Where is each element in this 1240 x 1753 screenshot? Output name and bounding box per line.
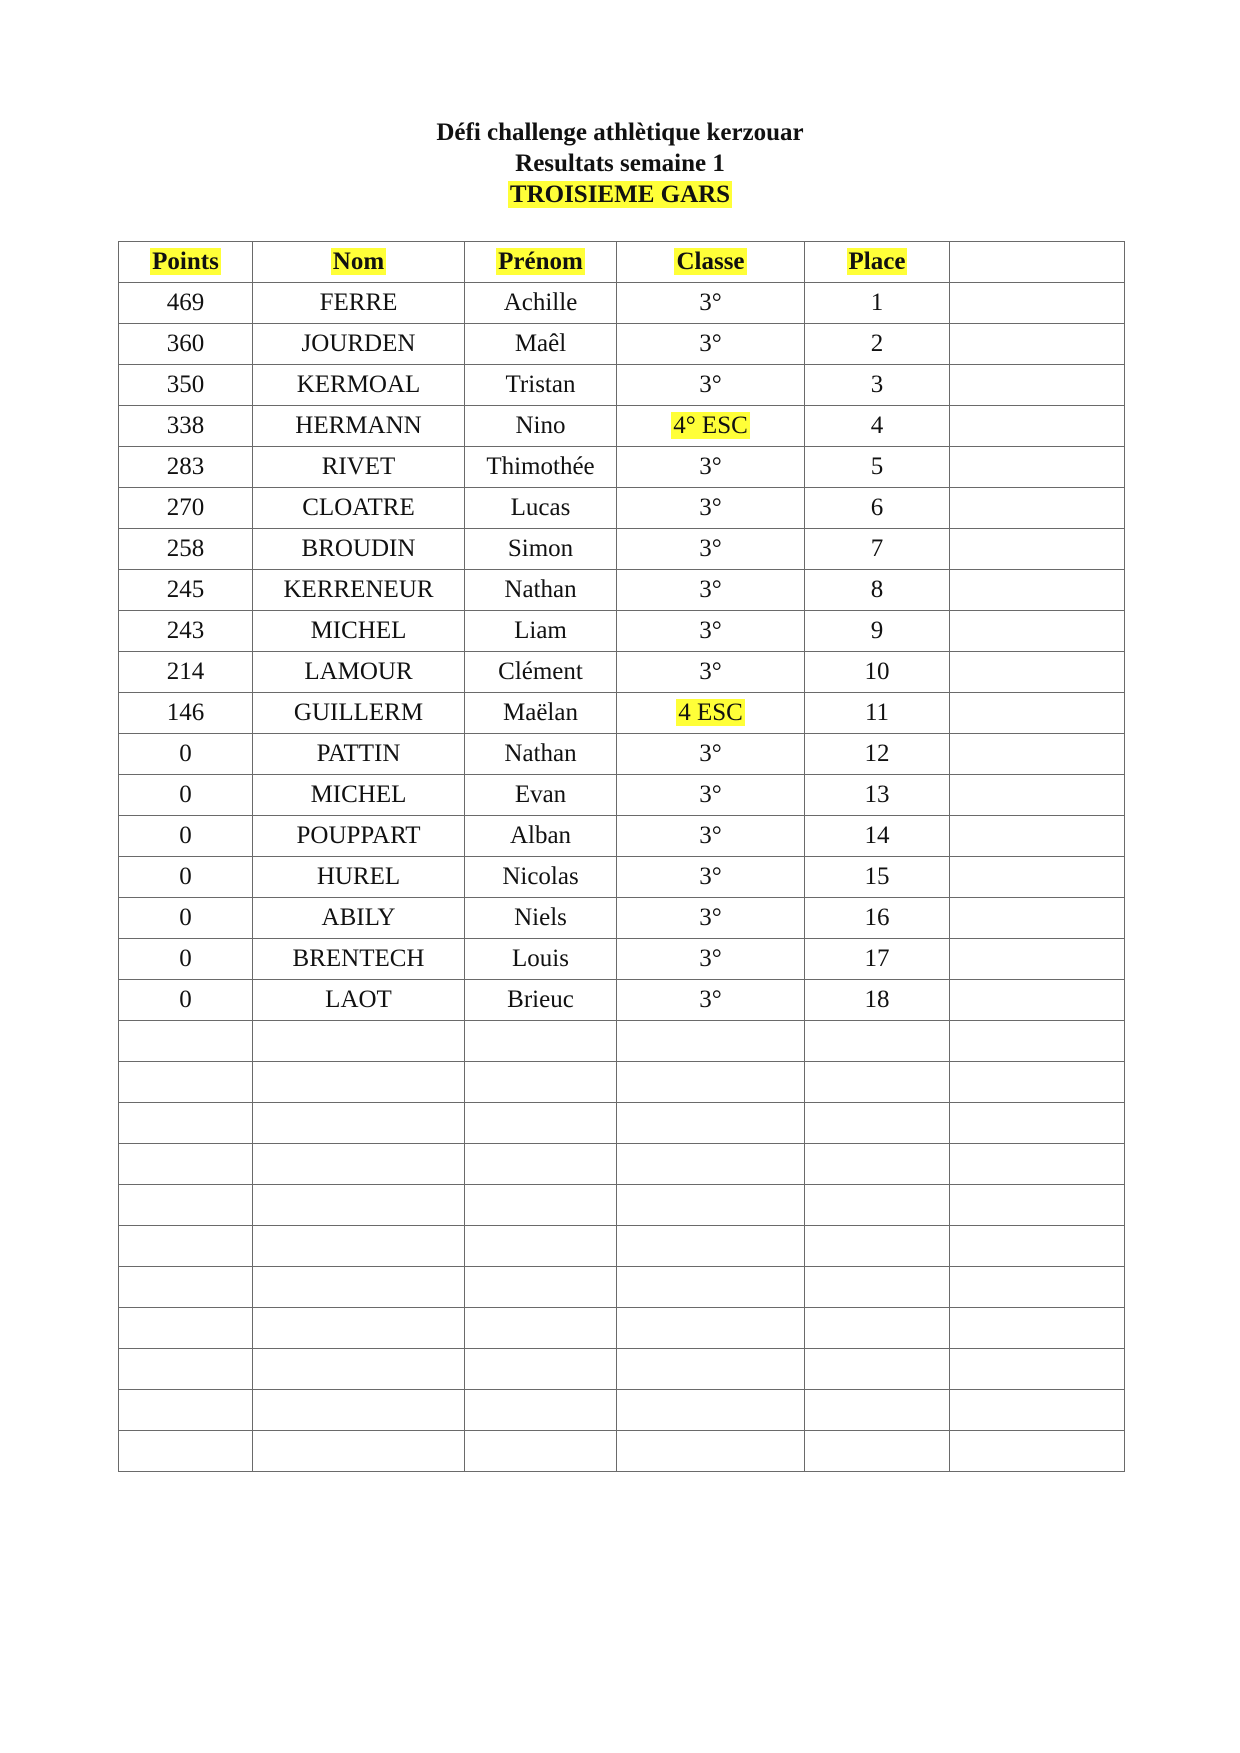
cell-classe: 3° bbox=[617, 939, 805, 980]
empty-cell bbox=[805, 1349, 950, 1390]
cell-prenom: Thimothée bbox=[465, 447, 617, 488]
empty-cell bbox=[119, 1103, 253, 1144]
empty-cell bbox=[465, 1308, 617, 1349]
table-row bbox=[119, 734, 1125, 775]
cell-points: 0 bbox=[119, 775, 253, 816]
empty-cell bbox=[465, 1103, 617, 1144]
cell-classe: 3° bbox=[617, 816, 805, 857]
cell-place: 5 bbox=[805, 447, 950, 488]
empty-cell bbox=[253, 1390, 465, 1431]
cell-nom: CLOATRE bbox=[253, 488, 465, 529]
table-row bbox=[119, 898, 1125, 939]
cell-prenom: Nino bbox=[465, 406, 617, 447]
cell-place: 8 bbox=[805, 570, 950, 611]
cell-prenom: Liam bbox=[465, 611, 617, 652]
cell-blank bbox=[950, 734, 1125, 775]
table-row bbox=[119, 693, 1125, 734]
empty-cell bbox=[950, 1308, 1125, 1349]
cell-place: 7 bbox=[805, 529, 950, 570]
empty-cell bbox=[617, 1390, 805, 1431]
cell-blank bbox=[950, 857, 1125, 898]
cell-points: 214 bbox=[119, 652, 253, 693]
empty-cell bbox=[805, 1185, 950, 1226]
empty-cell bbox=[617, 1144, 805, 1185]
column-header-label: Prénom bbox=[498, 248, 583, 275]
empty-cell bbox=[617, 1349, 805, 1390]
results-body bbox=[119, 283, 1125, 1472]
empty-cell bbox=[119, 1308, 253, 1349]
empty-cell bbox=[465, 1062, 617, 1103]
cell-blank bbox=[950, 324, 1125, 365]
empty-cell bbox=[465, 1267, 617, 1308]
cell-blank bbox=[950, 488, 1125, 529]
table-row bbox=[119, 652, 1125, 693]
empty-row bbox=[119, 1267, 1125, 1308]
cell-nom: POUPPART bbox=[253, 816, 465, 857]
cell-nom: KERRENEUR bbox=[253, 570, 465, 611]
cell-blank bbox=[950, 283, 1125, 324]
empty-cell bbox=[119, 1062, 253, 1103]
table-row bbox=[119, 447, 1125, 488]
cell-prenom: Nathan bbox=[465, 734, 617, 775]
cell-blank bbox=[950, 447, 1125, 488]
empty-cell bbox=[805, 1267, 950, 1308]
cell-points: 243 bbox=[119, 611, 253, 652]
cell-prenom: Tristan bbox=[465, 365, 617, 406]
cell-nom: KERMOAL bbox=[253, 365, 465, 406]
cell-classe: 3° bbox=[617, 570, 805, 611]
cell-place: 15 bbox=[805, 857, 950, 898]
empty-row bbox=[119, 1062, 1125, 1103]
cell-points: 0 bbox=[119, 939, 253, 980]
empty-cell bbox=[119, 1144, 253, 1185]
cell-place: 10 bbox=[805, 652, 950, 693]
cell-blank bbox=[950, 898, 1125, 939]
empty-cell bbox=[253, 1349, 465, 1390]
cell-classe: 3° bbox=[617, 734, 805, 775]
cell-blank bbox=[950, 980, 1125, 1021]
category-label: TROISIEME GARS bbox=[509, 181, 731, 208]
cell-nom: BRENTECH bbox=[253, 939, 465, 980]
empty-cell bbox=[465, 1185, 617, 1226]
table-row bbox=[119, 857, 1125, 898]
cell-nom: FERRE bbox=[253, 283, 465, 324]
cell-points: 146 bbox=[119, 693, 253, 734]
empty-cell bbox=[950, 1390, 1125, 1431]
cell-place: 9 bbox=[805, 611, 950, 652]
table-row bbox=[119, 324, 1125, 365]
cell-classe: 3° bbox=[617, 324, 805, 365]
empty-cell bbox=[465, 1349, 617, 1390]
cell-points: 283 bbox=[119, 447, 253, 488]
cell-blank bbox=[950, 775, 1125, 816]
cell-nom: HERMANN bbox=[253, 406, 465, 447]
empty-cell bbox=[805, 1103, 950, 1144]
cell-blank bbox=[950, 529, 1125, 570]
cell-place: 2 bbox=[805, 324, 950, 365]
cell-place: 18 bbox=[805, 980, 950, 1021]
empty-cell bbox=[617, 1308, 805, 1349]
column-header-label: Place bbox=[848, 248, 906, 275]
empty-cell bbox=[617, 1062, 805, 1103]
empty-cell bbox=[617, 1103, 805, 1144]
cell-blank bbox=[950, 611, 1125, 652]
cell-classe: 3° bbox=[617, 488, 805, 529]
empty-cell bbox=[253, 1103, 465, 1144]
empty-cell bbox=[465, 1226, 617, 1267]
empty-cell bbox=[253, 1308, 465, 1349]
cell-nom: RIVET bbox=[253, 447, 465, 488]
empty-row bbox=[119, 1431, 1125, 1472]
empty-row bbox=[119, 1226, 1125, 1267]
cell-prenom: Niels bbox=[465, 898, 617, 939]
column-header-place bbox=[805, 242, 950, 283]
cell-classe: 3° bbox=[617, 365, 805, 406]
table-header-row bbox=[119, 242, 1125, 283]
empty-cell bbox=[119, 1431, 253, 1472]
cell-points: 0 bbox=[119, 816, 253, 857]
table-row bbox=[119, 488, 1125, 529]
empty-row bbox=[119, 1349, 1125, 1390]
cell-classe: 3° bbox=[617, 857, 805, 898]
cell-classe: 3° bbox=[617, 652, 805, 693]
empty-cell bbox=[617, 1185, 805, 1226]
cell-classe: 3° bbox=[617, 980, 805, 1021]
cell-nom: LAMOUR bbox=[253, 652, 465, 693]
empty-cell bbox=[253, 1185, 465, 1226]
cell-nom: HUREL bbox=[253, 857, 465, 898]
empty-row bbox=[119, 1390, 1125, 1431]
empty-cell bbox=[950, 1349, 1125, 1390]
cell-points: 0 bbox=[119, 980, 253, 1021]
table-row bbox=[119, 611, 1125, 652]
cell-prenom: Alban bbox=[465, 816, 617, 857]
empty-cell bbox=[617, 1431, 805, 1472]
empty-cell bbox=[253, 1431, 465, 1472]
cell-place: 3 bbox=[805, 365, 950, 406]
cell-blank bbox=[950, 570, 1125, 611]
cell-place: 17 bbox=[805, 939, 950, 980]
empty-cell bbox=[253, 1267, 465, 1308]
cell-classe: 3° bbox=[617, 529, 805, 570]
cell-prenom: Simon bbox=[465, 529, 617, 570]
empty-cell bbox=[465, 1390, 617, 1431]
empty-row bbox=[119, 1021, 1125, 1062]
column-header-points bbox=[119, 242, 253, 283]
cell-blank bbox=[950, 652, 1125, 693]
column-header-label: Points bbox=[152, 248, 219, 275]
cell-nom: JOURDEN bbox=[253, 324, 465, 365]
cell-prenom: Maëlan bbox=[465, 693, 617, 734]
cell-classe bbox=[617, 406, 805, 447]
column-header-prenom bbox=[465, 242, 617, 283]
column-header-label: Nom bbox=[332, 248, 385, 275]
cell-points: 0 bbox=[119, 734, 253, 775]
empty-cell bbox=[119, 1021, 253, 1062]
cell-points: 245 bbox=[119, 570, 253, 611]
cell-place: 12 bbox=[805, 734, 950, 775]
cell-blank bbox=[950, 693, 1125, 734]
table-row bbox=[119, 939, 1125, 980]
cell-classe-highlight: 4° ESC bbox=[673, 412, 748, 439]
empty-cell bbox=[465, 1431, 617, 1472]
cell-nom: BROUDIN bbox=[253, 529, 465, 570]
cell-blank bbox=[950, 365, 1125, 406]
empty-cell bbox=[617, 1021, 805, 1062]
empty-cell bbox=[950, 1431, 1125, 1472]
cell-nom: MICHEL bbox=[253, 775, 465, 816]
cell-prenom: Lucas bbox=[465, 488, 617, 529]
cell-place: 11 bbox=[805, 693, 950, 734]
empty-cell bbox=[950, 1226, 1125, 1267]
table-row bbox=[119, 283, 1125, 324]
cell-blank bbox=[950, 939, 1125, 980]
cell-place: 6 bbox=[805, 488, 950, 529]
empty-cell bbox=[253, 1144, 465, 1185]
empty-cell bbox=[805, 1062, 950, 1103]
empty-row bbox=[119, 1308, 1125, 1349]
cell-points: 0 bbox=[119, 898, 253, 939]
cell-prenom: Nicolas bbox=[465, 857, 617, 898]
cell-prenom: Nathan bbox=[465, 570, 617, 611]
empty-cell bbox=[617, 1267, 805, 1308]
table-row bbox=[119, 980, 1125, 1021]
table-row bbox=[119, 365, 1125, 406]
cell-classe: 3° bbox=[617, 898, 805, 939]
empty-cell bbox=[950, 1185, 1125, 1226]
empty-cell bbox=[805, 1226, 950, 1267]
empty-cell bbox=[119, 1267, 253, 1308]
empty-row bbox=[119, 1144, 1125, 1185]
table-row bbox=[119, 775, 1125, 816]
cell-prenom: Achille bbox=[465, 283, 617, 324]
empty-cell bbox=[253, 1021, 465, 1062]
cell-points: 350 bbox=[119, 365, 253, 406]
column-header-blank bbox=[950, 242, 1125, 283]
cell-blank bbox=[950, 406, 1125, 447]
cell-nom: LAOT bbox=[253, 980, 465, 1021]
empty-cell bbox=[950, 1021, 1125, 1062]
results-table bbox=[118, 241, 1125, 1472]
cell-place: 13 bbox=[805, 775, 950, 816]
cell-classe: 3° bbox=[617, 611, 805, 652]
cell-classe bbox=[617, 693, 805, 734]
empty-cell bbox=[119, 1226, 253, 1267]
cell-points: 338 bbox=[119, 406, 253, 447]
empty-cell bbox=[805, 1390, 950, 1431]
cell-points: 469 bbox=[119, 283, 253, 324]
empty-cell bbox=[465, 1144, 617, 1185]
cell-classe: 3° bbox=[617, 283, 805, 324]
cell-classe-highlight: 4 ESC bbox=[678, 699, 743, 726]
cell-classe: 3° bbox=[617, 775, 805, 816]
cell-points: 270 bbox=[119, 488, 253, 529]
cell-prenom: Brieuc bbox=[465, 980, 617, 1021]
empty-cell bbox=[950, 1267, 1125, 1308]
document-title: Défi challenge athlètique kerzouar bbox=[436, 119, 804, 146]
empty-cell bbox=[119, 1185, 253, 1226]
empty-cell bbox=[617, 1226, 805, 1267]
cell-place: 16 bbox=[805, 898, 950, 939]
cell-blank bbox=[950, 816, 1125, 857]
table-row bbox=[119, 406, 1125, 447]
table-row bbox=[119, 529, 1125, 570]
table-row bbox=[119, 816, 1125, 857]
empty-cell bbox=[805, 1308, 950, 1349]
column-header-label: Classe bbox=[676, 248, 745, 275]
cell-place: 1 bbox=[805, 283, 950, 324]
cell-nom: PATTIN bbox=[253, 734, 465, 775]
category-line bbox=[0, 179, 1240, 210]
empty-cell bbox=[805, 1021, 950, 1062]
cell-nom: ABILY bbox=[253, 898, 465, 939]
column-header-classe bbox=[617, 242, 805, 283]
empty-cell bbox=[465, 1021, 617, 1062]
cell-prenom: Evan bbox=[465, 775, 617, 816]
empty-cell bbox=[805, 1144, 950, 1185]
cell-points: 258 bbox=[119, 529, 253, 570]
cell-classe: 3° bbox=[617, 447, 805, 488]
empty-cell bbox=[253, 1226, 465, 1267]
empty-row bbox=[119, 1103, 1125, 1144]
cell-nom: MICHEL bbox=[253, 611, 465, 652]
cell-points: 360 bbox=[119, 324, 253, 365]
cell-place: 14 bbox=[805, 816, 950, 857]
document-header bbox=[0, 117, 1240, 210]
empty-cell bbox=[805, 1431, 950, 1472]
cell-place: 4 bbox=[805, 406, 950, 447]
cell-nom: GUILLERM bbox=[253, 693, 465, 734]
empty-cell bbox=[950, 1062, 1125, 1103]
empty-cell bbox=[119, 1349, 253, 1390]
empty-row bbox=[119, 1185, 1125, 1226]
empty-cell bbox=[119, 1390, 253, 1431]
cell-prenom: Clément bbox=[465, 652, 617, 693]
empty-cell bbox=[950, 1144, 1125, 1185]
empty-cell bbox=[950, 1103, 1125, 1144]
document-subtitle: Resultats semaine 1 bbox=[515, 150, 725, 177]
cell-prenom: Maêl bbox=[465, 324, 617, 365]
cell-points: 0 bbox=[119, 857, 253, 898]
empty-cell bbox=[253, 1062, 465, 1103]
table-row bbox=[119, 570, 1125, 611]
cell-prenom: Louis bbox=[465, 939, 617, 980]
column-header-nom bbox=[253, 242, 465, 283]
